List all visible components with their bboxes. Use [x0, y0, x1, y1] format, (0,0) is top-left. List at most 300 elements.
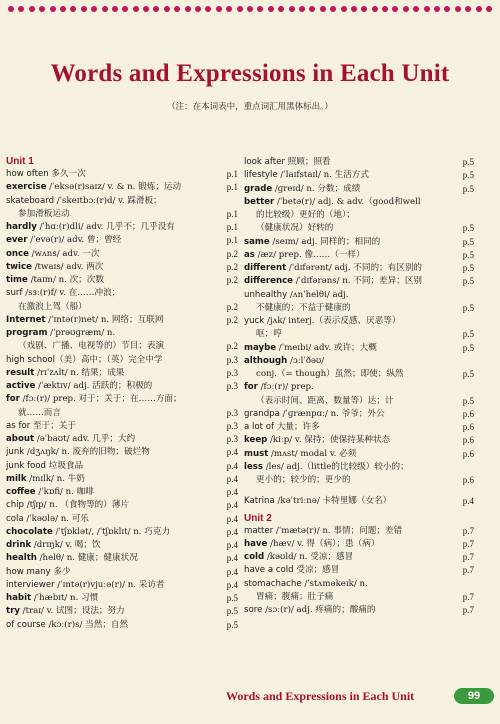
headword: cola	[6, 513, 24, 524]
vocab-entry	[6, 420, 238, 433]
entry-line	[6, 499, 238, 512]
entry-line	[6, 473, 238, 486]
headword: skateboard	[6, 195, 55, 206]
entry-line	[6, 327, 238, 340]
definition: 不健康的；不益于健康的	[256, 302, 351, 313]
border-dot	[70, 6, 76, 12]
definition: /ˈskeɪtbɔː(r)d/ v. 踩滑板；	[54, 195, 162, 206]
definition: 更小的；较少的；更少的	[256, 475, 351, 485]
entry-continuation	[244, 328, 474, 341]
vocab-entry	[6, 446, 238, 459]
entry-line	[6, 605, 238, 618]
page-reference: p.4	[226, 540, 238, 550]
vocab-entry	[6, 168, 238, 181]
definition: /dʒʌŋk/ n. 废弃的旧物；破烂物	[24, 447, 150, 458]
headword: Internet	[6, 314, 46, 325]
page-reference: p.7	[462, 525, 474, 536]
entry-continuation	[244, 222, 474, 235]
unit-heading: Unit 1	[6, 156, 34, 167]
entry-line	[6, 367, 238, 380]
headword: chip	[6, 500, 25, 511]
entry-line	[6, 486, 238, 499]
entry-line	[244, 495, 474, 508]
headword: cold	[244, 552, 265, 562]
word-list	[244, 525, 474, 618]
vocab-entry	[244, 355, 474, 382]
headword: less	[244, 461, 264, 472]
headword: active	[6, 381, 36, 391]
definition: 照顾；照看	[284, 157, 331, 167]
definition: /twaɪs/ adv. 两次	[31, 261, 104, 272]
border-dot	[8, 6, 14, 12]
vocab-entry	[6, 552, 238, 565]
border-dot	[122, 6, 128, 12]
page-reference: p.5	[462, 263, 474, 273]
definition: （美）高中；（英）完全中学	[55, 354, 163, 365]
border-dot	[195, 6, 201, 12]
headword: grade	[244, 183, 273, 194]
page-reference: p.4	[226, 487, 238, 497]
definition: /kiːp/ v. 保持；使保持某种状态	[267, 435, 391, 446]
page-reference: p.5	[462, 223, 474, 234]
definition: /ˈæktɪv/ adj. 活跃的；积极的	[35, 381, 153, 391]
entry-line	[244, 408, 474, 421]
definition: /taɪm/ n. 次；次数	[27, 275, 104, 285]
page-reference: p.5	[462, 183, 474, 194]
entry-line	[6, 420, 238, 433]
border-dot	[341, 6, 347, 12]
page-reference: p.4	[226, 579, 238, 590]
headword: high school	[6, 354, 56, 365]
border-dot	[320, 6, 326, 12]
page-reference: p.3	[226, 434, 238, 444]
definition: 胃痛；腹痛；肚子痛	[256, 591, 334, 602]
headword: grandpa	[244, 408, 280, 419]
headword: habit	[6, 593, 32, 603]
headword: interviewer	[6, 579, 55, 590]
border-dot	[29, 6, 35, 12]
page-reference: p.2	[226, 275, 238, 285]
entry-line	[6, 460, 238, 473]
vocab-entry	[6, 579, 238, 592]
page-reference: p.7	[462, 552, 474, 562]
entry-line	[244, 578, 474, 591]
entry-line	[6, 539, 238, 552]
page-reference: p.3	[226, 381, 238, 391]
page-reference: p.4	[462, 496, 474, 507]
entry-line	[244, 169, 474, 182]
page-reference: p.6	[462, 448, 474, 459]
entry-line	[6, 314, 238, 327]
border-dot	[268, 6, 274, 12]
page-footer	[226, 688, 494, 704]
entry-line	[244, 538, 474, 551]
definition: 参加滑板运动	[18, 208, 70, 219]
definition: /helθ/ n. 健康；健康状况	[36, 553, 138, 564]
headword: health	[6, 553, 37, 564]
footer-label: Words and Expressions in Each Unit	[226, 689, 415, 703]
definition: /ɔːlˈðəʊ/	[287, 355, 325, 366]
entry-line	[6, 592, 238, 605]
entry-line	[244, 461, 474, 474]
headword: yuck	[244, 316, 265, 326]
headword: hardly	[6, 222, 37, 232]
entry-line	[6, 393, 238, 406]
vocab-entry	[6, 181, 238, 194]
border-dot	[361, 6, 367, 12]
entry-line	[244, 262, 474, 275]
headword: program	[6, 328, 48, 338]
entry-continuation	[6, 340, 238, 353]
headword: for	[6, 394, 20, 405]
left-column	[6, 156, 238, 632]
right-column	[244, 156, 474, 617]
entry-line	[6, 354, 238, 367]
entry-line	[244, 551, 474, 564]
definition: /kəʊld/ n. 受凉；感冒	[264, 552, 354, 562]
definition: /ˈɪntə(r)vjuːə(r)/ n. 采访者	[54, 579, 165, 590]
definition: /kɔː(r)s/ 当然；自然	[45, 619, 129, 630]
entry-line	[244, 525, 474, 538]
entry-line	[6, 221, 238, 234]
definition: /kəˈtriːnə/ 卡特里娜（女名）	[274, 496, 392, 507]
border-dot	[424, 6, 430, 12]
vocab-entry	[244, 551, 474, 564]
definition: /rɪˈzʌlt/ n. 结果；成果	[34, 367, 125, 378]
page-reference: p.3	[226, 420, 238, 431]
entry-line	[244, 381, 474, 394]
headword: keep	[244, 435, 268, 446]
border-dot	[382, 6, 388, 12]
border-dot	[153, 6, 159, 12]
entry-continuation	[244, 368, 474, 381]
entry-line	[6, 513, 238, 526]
headword: a lot of	[244, 422, 275, 432]
definition: /mʌst/ modal v. 必须	[268, 448, 357, 459]
entry-line	[6, 195, 238, 208]
page-reference: p.4	[226, 473, 238, 484]
headword: stomachache	[244, 578, 302, 589]
headword: of course	[6, 619, 46, 630]
page-reference: p.2	[226, 314, 238, 325]
definition: 垃圾食品	[46, 460, 84, 471]
page-reference: p.4	[226, 526, 238, 537]
definition: /ˈdɪfərənt/ adj. 不同的；有区别的	[286, 263, 423, 273]
page-reference: p.4	[226, 500, 238, 511]
definition: /jʌk/ interj.（表示反感、厌恶等）	[264, 316, 401, 326]
definition: 多久一次	[48, 169, 86, 179]
word-list	[244, 156, 474, 509]
headword: how many	[6, 566, 51, 577]
vocab-entry	[6, 287, 238, 314]
headword: about	[6, 434, 35, 444]
definition: /hæv/ v. 得（病）；患（病）	[267, 538, 380, 549]
definition: /seɪm/ adj. 同样的；相同的	[269, 236, 381, 247]
page-number-badge: 99	[454, 688, 494, 704]
definition: 多少	[50, 566, 71, 577]
entry-line	[244, 249, 474, 262]
page-reference: p.1	[226, 182, 238, 193]
vocab-entry	[244, 315, 474, 342]
definition: /fɔː(r)/ prep.	[257, 382, 314, 393]
definition: 大量；许多	[274, 422, 320, 432]
headword: for	[244, 382, 258, 393]
definition: /ˈprəʊɡræm/ n.	[47, 328, 116, 338]
vocab-entry	[6, 619, 238, 632]
border-dot	[50, 6, 56, 12]
border-dot	[237, 6, 243, 12]
definition: /ˈeksə(r)saɪz/ v. & n. 锻炼；运动	[46, 182, 182, 193]
vocab-entry	[244, 156, 474, 169]
page-reference: p.6	[462, 408, 474, 419]
page-reference: p.4	[226, 553, 238, 564]
vocab-entry	[244, 342, 474, 355]
entry-line	[244, 355, 474, 368]
entry-continuation	[6, 407, 238, 420]
vocab-entry	[244, 578, 474, 605]
definition: /fɔː(r)/ prep. 对于；关于；在……方面；	[19, 394, 182, 405]
vocab-entry	[6, 274, 238, 287]
page-reference: p.5	[462, 395, 474, 406]
definition: /æz/ prep. 像……（一样）	[254, 249, 365, 260]
headword: although	[244, 355, 288, 366]
definition: /drɪŋk/ v. 喝；饮	[31, 540, 101, 550]
headword: unhealthy	[244, 289, 288, 300]
page-note: （注：在本词表中，重点词汇用黑体标出。）	[167, 102, 333, 112]
border-dot	[299, 6, 305, 12]
border-dot	[39, 6, 45, 12]
spacer	[244, 487, 474, 495]
headword: difference	[244, 276, 293, 287]
headword: sore	[244, 605, 263, 615]
vocab-entry	[6, 473, 238, 486]
definition: /ˈstʌməkeɪk/ n.	[301, 578, 368, 589]
border-dot	[465, 6, 471, 12]
page-reference: p.5	[226, 606, 238, 617]
headword: ever	[6, 235, 28, 246]
border-dot	[143, 6, 149, 12]
definition: /ˈkəʊlə/ n. 可乐	[23, 513, 89, 524]
definition: conj.（= though）虽然；即使；纵然	[256, 369, 404, 379]
definition: /sɔː(r)/ adj. 疼痛的；酸痛的	[262, 605, 376, 615]
definition: /ˈtʃɒklət/, /ˈtʃɒklɪt/ n. 巧克力	[52, 526, 171, 537]
entry-line	[244, 196, 474, 209]
page-reference: p.6	[462, 435, 474, 446]
vocab-entry	[244, 183, 474, 196]
definition: 的比较级）更好的（地）；	[256, 210, 355, 220]
entry-line	[6, 287, 238, 300]
definition: 至于；关于	[30, 420, 76, 431]
headword: coffee	[6, 487, 36, 497]
vocab-entry	[244, 289, 474, 316]
vocab-entry	[244, 196, 474, 236]
vocab-entry	[244, 461, 474, 488]
definition: /ˈhæbɪt/ n. 习惯	[31, 593, 99, 603]
definition: /les/ adj.（little的比较级）较小的；	[263, 461, 409, 472]
border-dot	[133, 6, 139, 12]
headword: junk food	[6, 460, 46, 471]
entry-line	[244, 289, 474, 302]
vocab-entry	[244, 381, 474, 408]
definition: /ˈbetə(r)/ adj. & adv.（good和well	[274, 196, 421, 207]
headword: as for	[6, 420, 31, 431]
vocab-entry	[6, 327, 238, 354]
entry-line	[6, 261, 238, 274]
page-reference: p.7	[462, 565, 474, 576]
headword: look after	[244, 157, 285, 167]
vocab-entry	[244, 236, 474, 249]
entry-line	[6, 234, 238, 247]
headword: as	[244, 249, 255, 260]
border-dot	[164, 6, 170, 12]
border-dot	[476, 6, 482, 12]
vocab-entry	[244, 604, 474, 617]
page-reference: p.5	[226, 593, 238, 603]
page-reference: p.5	[462, 170, 474, 181]
vocab-entry	[6, 195, 238, 222]
definition: 在激浪上驾（船）	[18, 301, 87, 312]
page-reference: p.1	[226, 222, 238, 232]
border-dot	[444, 6, 450, 12]
vocab-entry	[244, 525, 474, 538]
border-dot	[205, 6, 211, 12]
vocab-entry	[6, 354, 238, 367]
border-dot	[413, 6, 419, 12]
entry-continuation	[6, 208, 238, 221]
decorative-dot-border	[8, 6, 492, 12]
vocab-entry	[6, 380, 238, 393]
entry-line	[6, 552, 238, 565]
entry-line	[6, 274, 238, 287]
headword: better	[244, 196, 275, 207]
page-reference: p.2	[226, 341, 238, 352]
border-dot	[60, 6, 66, 12]
definition: /traɪ/ v. 试图；设法；努力	[19, 606, 125, 617]
border-dot	[309, 6, 315, 12]
headword: milk	[6, 473, 27, 484]
page-reference: p.5	[462, 302, 474, 313]
vocab-entry	[6, 539, 238, 552]
page-reference: p.2	[226, 261, 238, 272]
border-dot	[330, 6, 336, 12]
entry-line	[6, 380, 238, 393]
headword: drink	[6, 540, 32, 550]
border-dot	[112, 6, 118, 12]
headword: lifestyle	[244, 170, 278, 181]
entry-line	[244, 434, 474, 447]
border-dot	[247, 6, 253, 12]
vocab-entry	[244, 538, 474, 551]
page-title: Words and Expressions in Each Unit	[50, 60, 450, 87]
definition: /ˈkɒfi/ n. 咖啡	[35, 487, 94, 497]
entry-line	[244, 448, 474, 461]
border-dot	[102, 6, 108, 12]
entry-line	[244, 564, 474, 577]
border-dot	[91, 6, 97, 12]
definition: /ˈmeɪbi/ adv. 或许；大概	[276, 342, 377, 353]
border-dot	[486, 6, 492, 12]
page-reference: p.2	[226, 248, 238, 259]
vocab-entry	[6, 526, 238, 539]
word-list	[6, 168, 238, 632]
page-reference: p.3	[226, 367, 238, 378]
entry-continuation	[244, 302, 474, 315]
border-dot	[185, 6, 191, 12]
vocab-entry	[244, 275, 474, 288]
headword: time	[6, 275, 28, 285]
page-reference: p.4	[226, 513, 238, 524]
headword: result	[6, 367, 35, 378]
headword: twice	[6, 261, 32, 272]
page-reference: p.5	[462, 157, 474, 167]
definition: /ˈmætə(r)/ n. 事情；问题；差错	[273, 525, 403, 536]
border-dot	[403, 6, 409, 12]
border-dot	[392, 6, 398, 12]
page-reference: p.1	[226, 169, 238, 179]
definition: 受凉；感冒	[293, 565, 340, 576]
entry-line	[244, 275, 474, 288]
entry-continuation	[6, 301, 238, 314]
headword: exercise	[6, 182, 47, 193]
entry-line	[244, 315, 474, 328]
border-dot	[455, 6, 461, 12]
headword: surf	[6, 288, 23, 299]
definition: /əˈbaʊt/ adv. 几乎；大约	[34, 434, 136, 444]
page-reference: p.5	[462, 236, 474, 247]
definition: /ˈhɑː(r)dli/ adv. 几乎不；几乎没有	[36, 222, 175, 232]
page-reference: p.7	[462, 591, 474, 602]
border-dot	[372, 6, 378, 12]
page-reference: p.7	[462, 605, 474, 615]
vocab-entry	[6, 221, 238, 234]
entry-line	[244, 183, 474, 196]
vocab-entry	[6, 367, 238, 380]
border-dot	[289, 6, 295, 12]
vocab-entry	[6, 460, 238, 473]
entry-line	[6, 433, 238, 446]
vocab-entry	[6, 248, 238, 261]
page-reference: p.1	[226, 208, 238, 219]
vocab-entry	[6, 499, 238, 512]
definition: 就……而言	[18, 407, 61, 418]
border-dot	[216, 6, 222, 12]
vocab-entry	[6, 513, 238, 526]
definition: /ˈdɪfərəns/ n. 不同；差异；区别	[293, 276, 423, 287]
vocab-entry	[244, 564, 474, 577]
vocab-entry	[6, 393, 238, 420]
page-reference: p.6	[462, 422, 474, 432]
entry-line	[244, 342, 474, 355]
border-dot	[257, 6, 263, 12]
page-reference: p.3	[226, 354, 238, 365]
headword: once	[6, 248, 29, 259]
headword: chocolate	[6, 526, 53, 537]
headword: different	[244, 263, 287, 273]
headword: same	[244, 236, 270, 247]
entry-line	[6, 579, 238, 592]
headword: Katrina	[244, 496, 275, 507]
border-dot	[18, 6, 24, 12]
page-reference: p.1	[226, 235, 238, 246]
vocab-entry	[244, 421, 474, 434]
entry-line	[6, 446, 238, 459]
border-dot	[226, 6, 232, 12]
definition: /ˈɪntə(r)net/ n. 网络；互联网	[45, 314, 164, 325]
entry-line	[6, 526, 238, 539]
definition: /ɡreɪd/ n. 分数；成绩	[272, 183, 361, 194]
entry-line	[6, 619, 238, 632]
entry-line	[6, 248, 238, 261]
